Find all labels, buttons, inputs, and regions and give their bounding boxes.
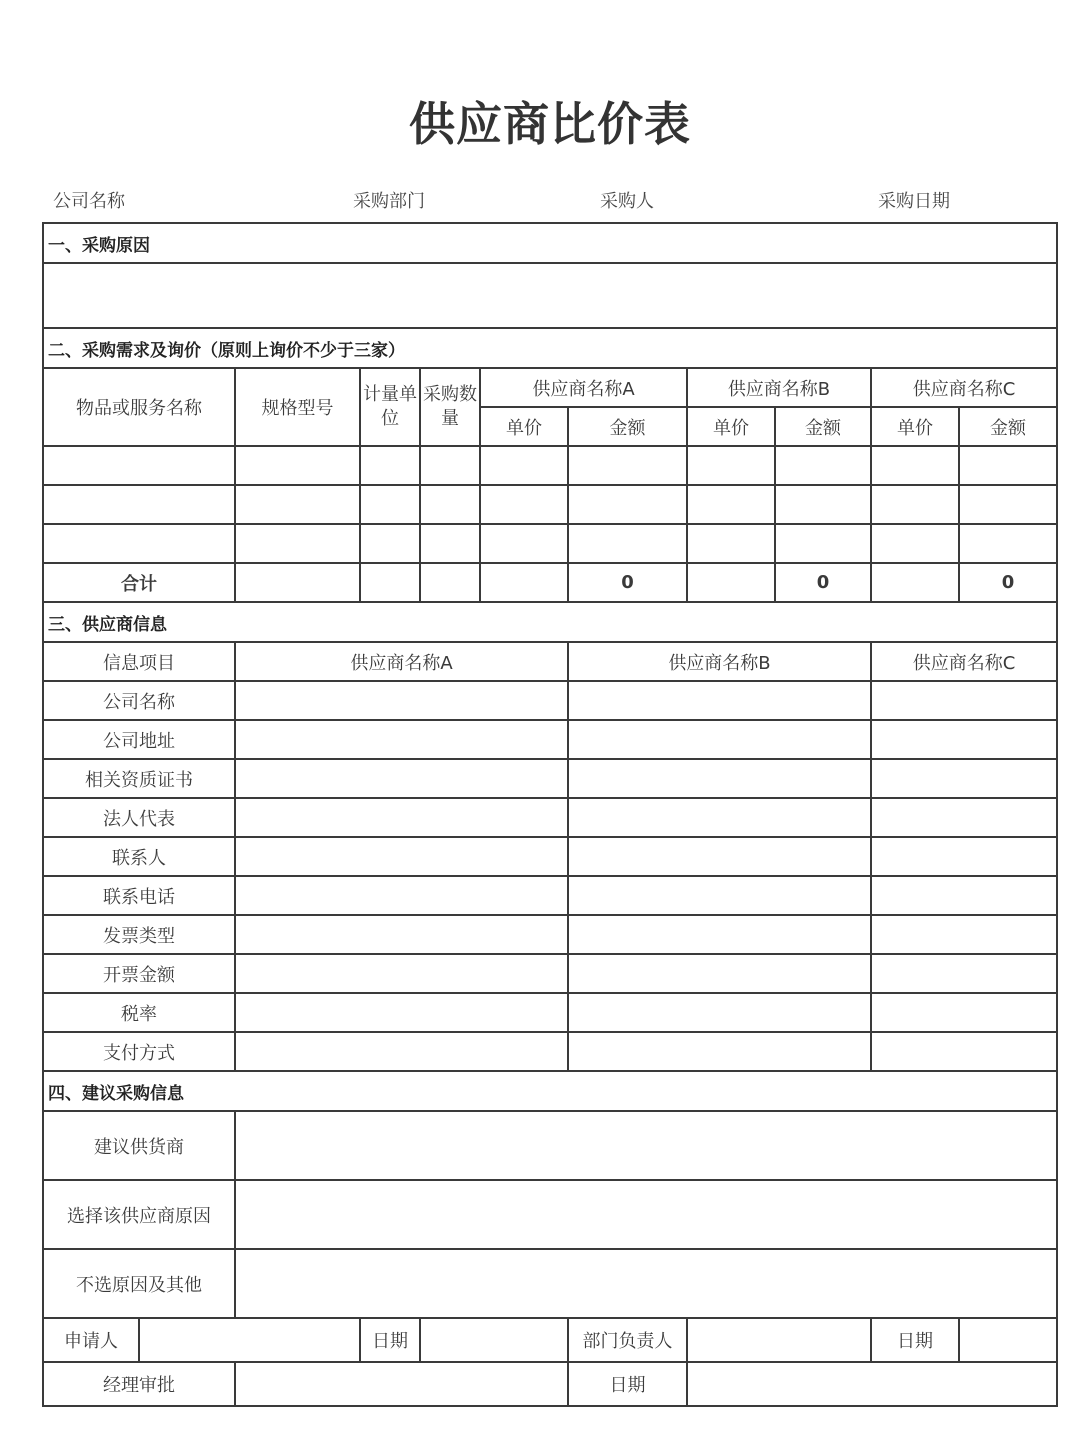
info-row-label: 联系电话: [43, 876, 235, 915]
cell[interactable]: [235, 446, 360, 485]
cell[interactable]: [235, 759, 568, 798]
cell[interactable]: [568, 837, 871, 876]
cell[interactable]: [871, 524, 959, 563]
cell[interactable]: [568, 993, 871, 1032]
cell[interactable]: [568, 876, 871, 915]
total-a-value: 0: [568, 563, 687, 602]
cell[interactable]: [568, 485, 687, 524]
manager-approval-label: 经理审批: [43, 1362, 235, 1406]
cell[interactable]: [360, 485, 420, 524]
cell[interactable]: [568, 954, 871, 993]
cell[interactable]: [420, 563, 480, 602]
cell[interactable]: [420, 446, 480, 485]
info-row-label: 发票类型: [43, 915, 235, 954]
supplier-a-amount-header: 金额: [568, 407, 687, 446]
cell[interactable]: [687, 524, 775, 563]
manager-approval-field[interactable]: [235, 1362, 568, 1406]
supplier-a-header: 供应商名称A: [480, 368, 687, 407]
cell[interactable]: [871, 681, 1057, 720]
supplier-c-unit-price-header: 单价: [871, 407, 959, 446]
cell[interactable]: [568, 759, 871, 798]
item-row: [43, 446, 1057, 485]
cell[interactable]: [235, 915, 568, 954]
cell[interactable]: [687, 563, 775, 602]
cell[interactable]: [235, 954, 568, 993]
cell[interactable]: [480, 524, 568, 563]
item-row: [43, 485, 1057, 524]
supplier-c-amount-header: 金额: [959, 407, 1057, 446]
cell[interactable]: [235, 798, 568, 837]
dept-head-label: 部门负责人: [568, 1318, 687, 1362]
date3-field[interactable]: [687, 1362, 1057, 1406]
cell[interactable]: [235, 485, 360, 524]
suggested-supplier-field[interactable]: [235, 1111, 1057, 1180]
other-reason-label: 不选原因及其他: [43, 1249, 235, 1318]
cell[interactable]: [420, 485, 480, 524]
cell[interactable]: [687, 446, 775, 485]
header-date-label: 采购日期: [878, 191, 950, 212]
supplier-b-unit-price-header: 单价: [687, 407, 775, 446]
spec-header: 规格型号: [235, 368, 360, 446]
info-row-label: 公司地址: [43, 720, 235, 759]
cell[interactable]: [871, 954, 1057, 993]
cell[interactable]: [235, 876, 568, 915]
cell[interactable]: [235, 524, 360, 563]
info-supplier-a-header: 供应商名称A: [235, 642, 568, 681]
info-supplier-b-header: 供应商名称B: [568, 642, 871, 681]
applicant-field[interactable]: [139, 1318, 360, 1362]
date3-label: 日期: [568, 1362, 687, 1406]
info-row-label: 税率: [43, 993, 235, 1032]
date1-field[interactable]: [420, 1318, 568, 1362]
cell[interactable]: [360, 446, 420, 485]
applicant-label: 申请人: [43, 1318, 139, 1362]
page-title: 供应商比价表: [409, 97, 691, 151]
suggested-supplier-label: 建议供货商: [43, 1111, 235, 1180]
cell[interactable]: [235, 993, 568, 1032]
header-company-label: 公司名称: [53, 191, 125, 212]
price-comparison-form: [42, 222, 1058, 1407]
cell[interactable]: [871, 720, 1057, 759]
cell[interactable]: [480, 485, 568, 524]
supplier-b-amount-header: 金额: [775, 407, 871, 446]
cell[interactable]: [871, 993, 1057, 1032]
info-row-label: 联系人: [43, 837, 235, 876]
cell[interactable]: [235, 720, 568, 759]
selection-reason-field[interactable]: [235, 1180, 1057, 1249]
cell[interactable]: [235, 563, 360, 602]
purchase-reason-field[interactable]: [43, 263, 1057, 328]
header-buyer-label: 采购人: [600, 191, 654, 212]
section1-title: 一、采购原因: [43, 223, 1057, 263]
cell[interactable]: [959, 485, 1057, 524]
date2-label: 日期: [871, 1318, 959, 1362]
cell[interactable]: [871, 563, 959, 602]
total-c-value: 0: [959, 563, 1057, 602]
cell[interactable]: [568, 681, 871, 720]
supplier-b-header: 供应商名称B: [687, 368, 871, 407]
date2-field[interactable]: [959, 1318, 1057, 1362]
cell[interactable]: [871, 485, 959, 524]
section2-title: 二、采购需求及询价（原则上询价不少于三家）: [43, 328, 1057, 368]
cell[interactable]: [775, 485, 871, 524]
cell[interactable]: [871, 759, 1057, 798]
item-row: [43, 524, 1057, 563]
cell[interactable]: [43, 446, 235, 485]
cell[interactable]: [568, 446, 687, 485]
cell[interactable]: [871, 837, 1057, 876]
cell[interactable]: [959, 446, 1057, 485]
qty-header: 采购数量: [420, 368, 480, 446]
unit-header: 计量单位: [360, 368, 420, 446]
info-row-label: 法人代表: [43, 798, 235, 837]
cell[interactable]: [871, 446, 959, 485]
cell[interactable]: [959, 524, 1057, 563]
cell[interactable]: [568, 1032, 871, 1071]
selection-reason-label: 选择该供应商原因: [43, 1180, 235, 1249]
cell[interactable]: [235, 837, 568, 876]
section4-title: 四、建议采购信息: [43, 1071, 1057, 1111]
info-row-label: 支付方式: [43, 1032, 235, 1071]
cell[interactable]: [480, 446, 568, 485]
cell[interactable]: [235, 681, 568, 720]
total-row: [43, 563, 1057, 602]
cell[interactable]: [871, 915, 1057, 954]
cell[interactable]: [480, 563, 568, 602]
info-item-header: 信息项目: [43, 642, 235, 681]
cell[interactable]: [871, 798, 1057, 837]
cell[interactable]: [43, 485, 235, 524]
cell[interactable]: [775, 524, 871, 563]
cell[interactable]: [568, 798, 871, 837]
info-supplier-c-header: 供应商名称C: [871, 642, 1057, 681]
dept-head-field[interactable]: [687, 1318, 871, 1362]
cell[interactable]: [568, 524, 687, 563]
other-reason-field[interactable]: [235, 1249, 1057, 1318]
header-department-label: 采购部门: [353, 191, 425, 212]
total-b-value: 0: [775, 563, 871, 602]
cell[interactable]: [420, 524, 480, 563]
date1-label: 日期: [360, 1318, 420, 1362]
section3-title: 三、供应商信息: [43, 602, 1057, 642]
cell[interactable]: [43, 524, 235, 563]
item-name-header: 物品或服务名称: [43, 368, 235, 446]
cell[interactable]: [360, 563, 420, 602]
cell[interactable]: [360, 524, 420, 563]
info-row-label: 公司名称: [43, 681, 235, 720]
supplier-a-unit-price-header: 单价: [480, 407, 568, 446]
info-row-label: 相关资质证书: [43, 759, 235, 798]
cell[interactable]: [568, 720, 871, 759]
cell[interactable]: [687, 485, 775, 524]
cell[interactable]: [871, 876, 1057, 915]
cell[interactable]: [235, 1032, 568, 1071]
cell[interactable]: [568, 915, 871, 954]
cell[interactable]: [775, 446, 871, 485]
cell[interactable]: [871, 1032, 1057, 1071]
supplier-c-header: 供应商名称C: [871, 368, 1057, 407]
total-label: 合计: [43, 563, 235, 602]
info-row-label: 开票金额: [43, 954, 235, 993]
